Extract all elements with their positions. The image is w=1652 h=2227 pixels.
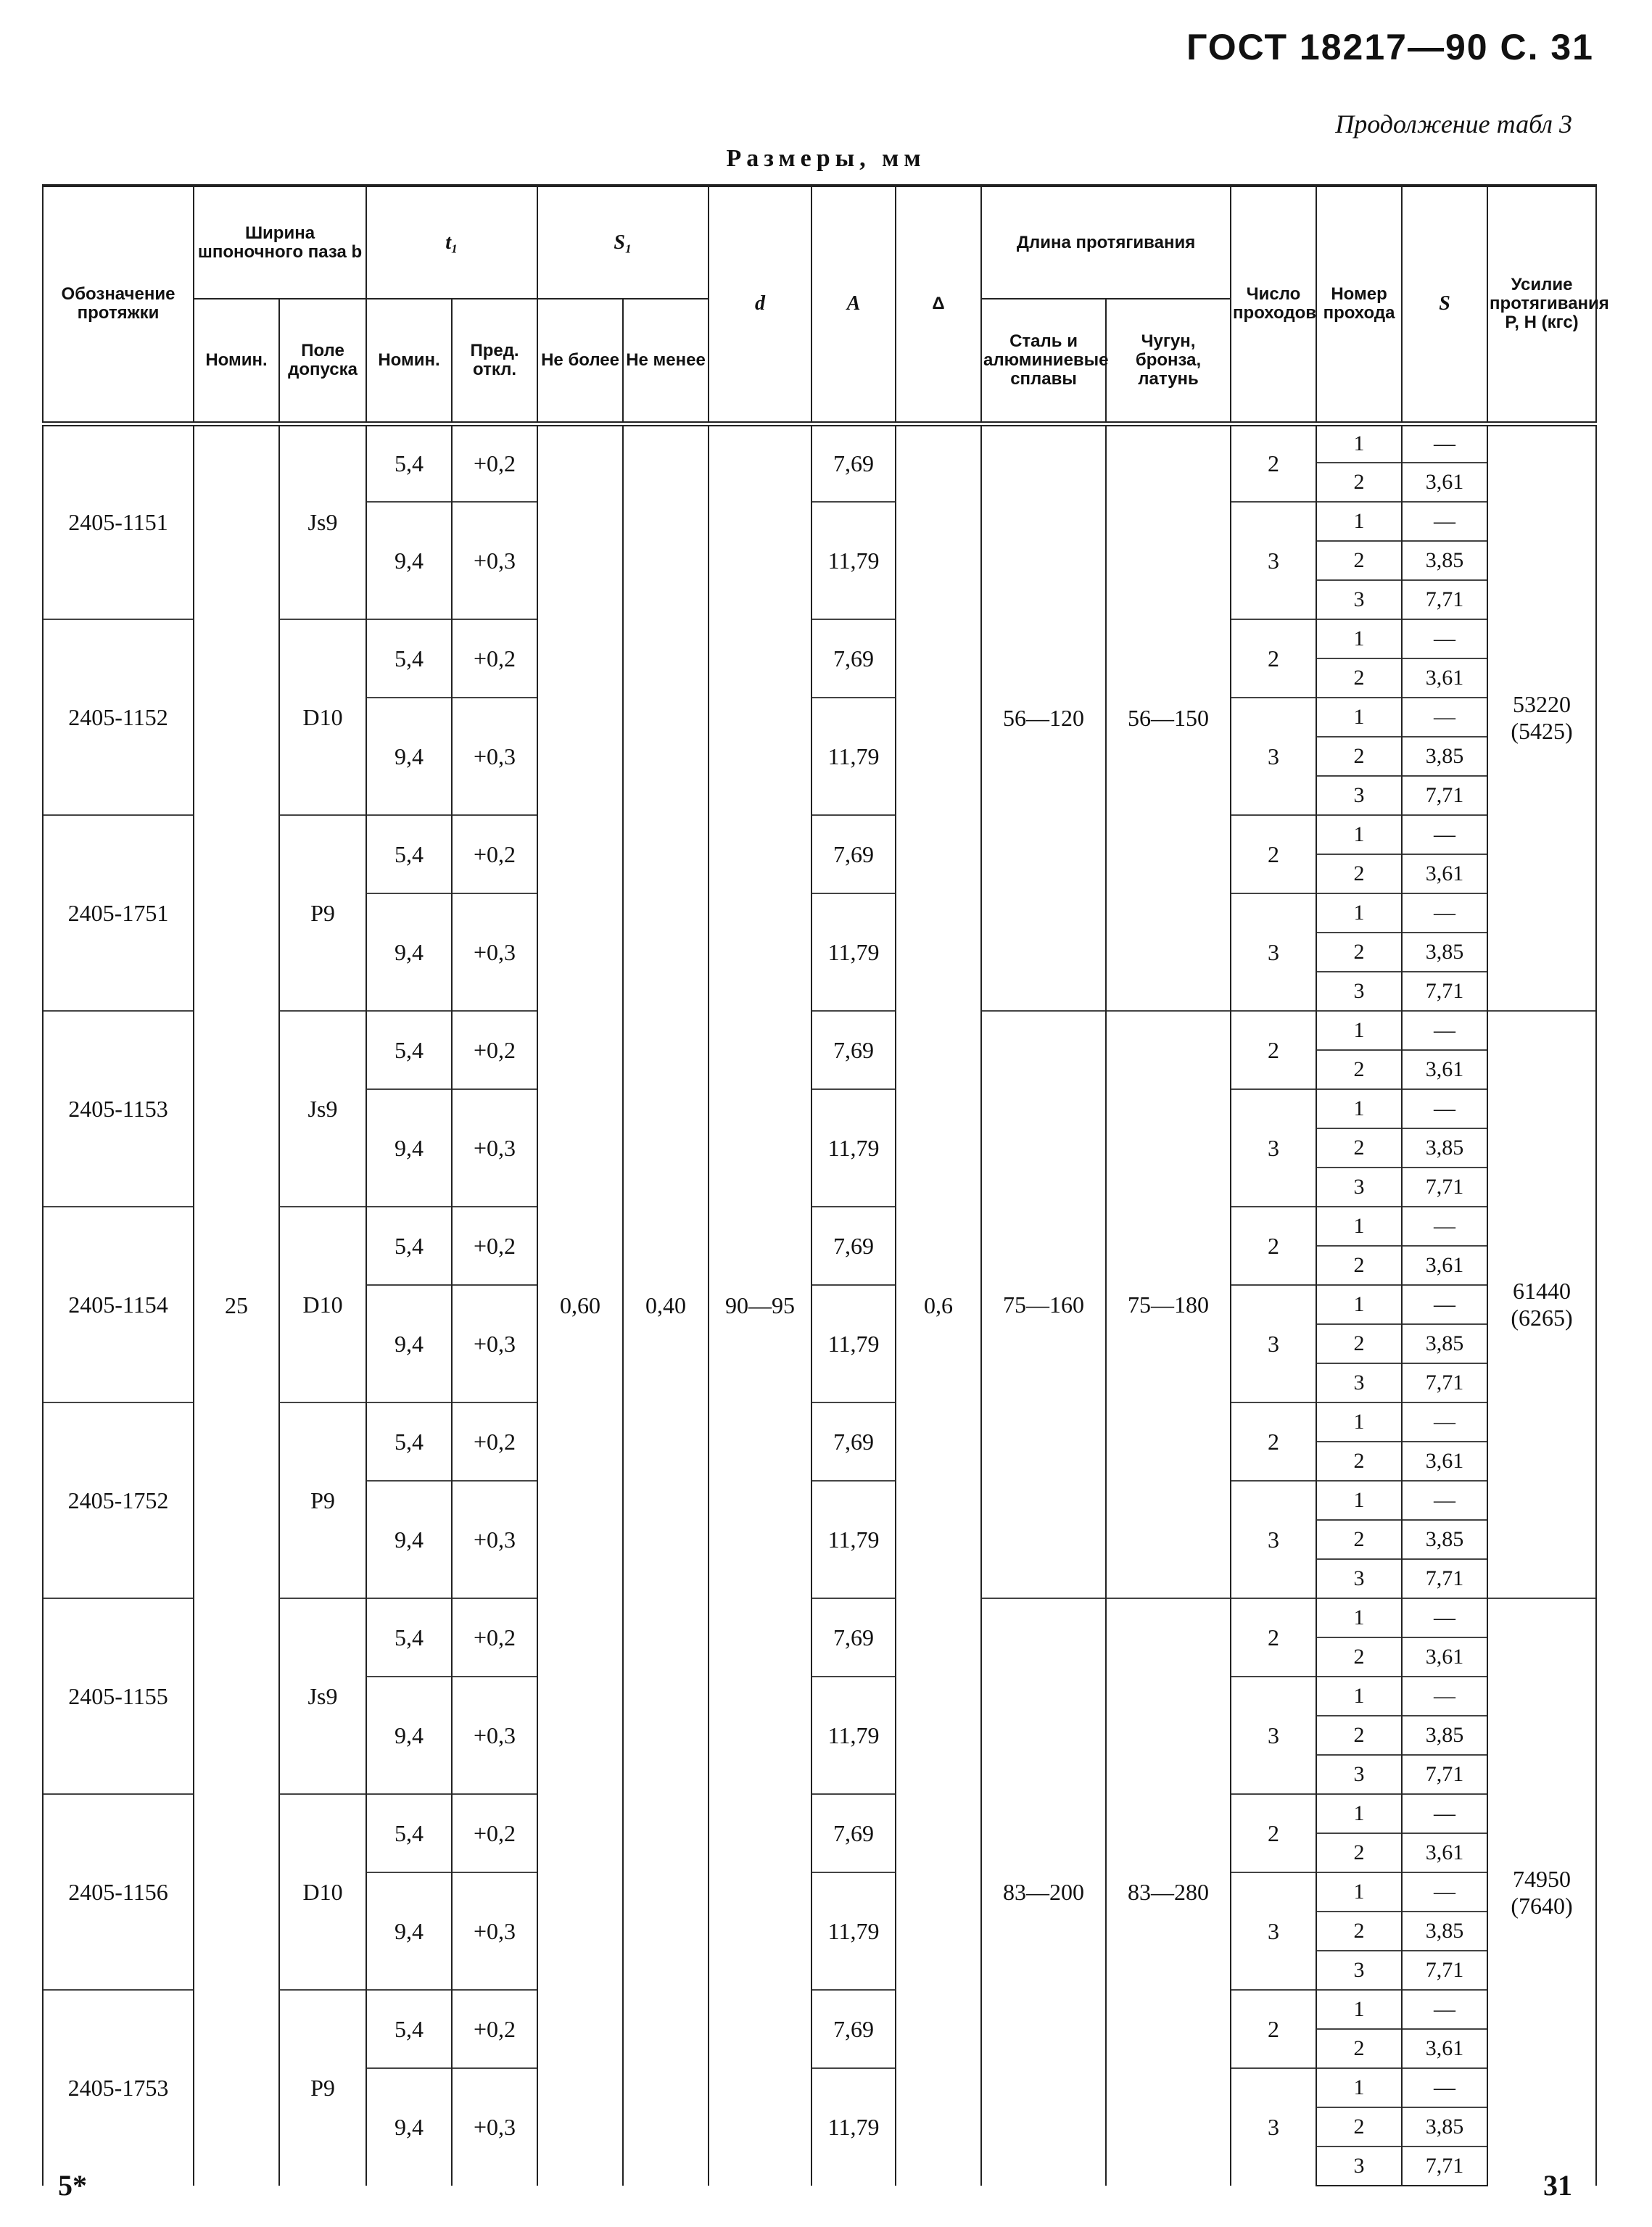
tolerance-field-header: Поле допуска [279,299,366,423]
iron-header: Чугун, бронза, латунь [1106,299,1231,423]
t1-nominal-cell: 9,4 [366,893,452,1011]
t1-nominal-cell: 5,4 [366,1990,452,2068]
s-header: S [1402,186,1487,423]
pass-number-cell: 3 [1316,1363,1402,1402]
s-value-cell: 3,85 [1402,1128,1487,1168]
broach-table [42,184,1609,2186]
t1-deviation-cell: +0,2 [452,423,537,502]
passes-header: Число проходов [1231,186,1316,423]
designation-header: Обозначение протяжки [43,186,194,423]
passes-cell: 2 [1231,1598,1316,1677]
s1-max-cell: 0,60 [537,423,623,2186]
table-row [43,423,1596,463]
s1-header: S₁ [537,186,709,299]
s-value-cell: — [1402,1794,1487,1833]
a-cell: 7,69 [811,1011,896,1089]
designation-cell: 2405-1152 [43,619,194,815]
s-value-cell: 3,85 [1402,933,1487,972]
s-value-cell: 7,71 [1402,1168,1487,1207]
s-value-cell: — [1402,1990,1487,2029]
t1-nominal-cell: 5,4 [366,1207,452,1285]
pass-number-cell: 1 [1316,893,1402,933]
designation-cell: 2405-1751 [43,815,194,1011]
tolerance-cell: Js9 [279,1598,366,1794]
pass-number-cell: 1 [1316,698,1402,737]
s-value-cell: — [1402,1598,1487,1637]
force-cell: 53220 (5425) [1487,423,1596,1011]
t1-nominal-cell: 9,4 [366,1872,452,1990]
s-value-cell: — [1402,619,1487,658]
pass-number-cell: 2 [1316,1128,1402,1168]
passes-cell: 2 [1231,1207,1316,1285]
a-cell: 7,69 [811,1402,896,1481]
pass-number-cell: 2 [1316,933,1402,972]
a-cell: 7,69 [811,619,896,698]
s-value-cell: 7,71 [1402,776,1487,815]
keyway-width-header: Ширина шпоночного паза b [194,186,366,299]
designation-cell: 2405-1153 [43,1011,194,1207]
s-value-cell: — [1402,1285,1487,1324]
designation-cell: 2405-1753 [43,1990,194,2186]
t1-deviation-cell: +0,2 [452,1990,537,2068]
s-value-cell: 3,85 [1402,1716,1487,1755]
t1-deviation-cell: +0,2 [452,1794,537,1872]
pass-number-cell: 2 [1316,1833,1402,1872]
passes-cell: 2 [1231,815,1316,893]
pass-number-cell: 3 [1316,1168,1402,1207]
t1-deviation-cell: +0,3 [452,1285,537,1402]
steel-length-cell: 83—200 [981,1598,1106,2186]
t1-deviation-cell: +0,3 [452,1872,537,1990]
force-cell: 74950 (7640) [1487,1598,1596,2186]
t1-nominal-cell: 5,4 [366,619,452,698]
pass-number-cell: 1 [1316,1089,1402,1128]
t1-deviation-cell: +0,3 [452,698,537,815]
t1-header: t₁ [366,186,537,299]
force-cell: 61440 (6265) [1487,1011,1596,1598]
a-cell: 11,79 [811,1481,896,1598]
s1-max-header: Не более [537,299,623,423]
s-value-cell: 3,85 [1402,1912,1487,1951]
s-value-cell: 3,61 [1402,1050,1487,1089]
t1-deviation-cell: +0,3 [452,893,537,1011]
pass-number-cell: 3 [1316,1559,1402,1598]
passes-cell: 2 [1231,1402,1316,1481]
s-value-cell: 3,85 [1402,2107,1487,2147]
pass-number-cell: 2 [1316,1050,1402,1089]
a-cell: 7,69 [811,423,896,502]
steel-header: Сталь и алюминиевые сплавы [981,299,1106,423]
a-cell: 11,79 [811,698,896,815]
pass-number-cell: 2 [1316,2029,1402,2068]
s1-min-cell: 0,40 [623,423,709,2186]
pass-number-cell: 1 [1316,619,1402,658]
b-nominal-cell: 25 [194,423,279,2186]
tolerance-cell: P9 [279,1402,366,1598]
passes-cell: 2 [1231,1990,1316,2068]
s-value-cell: — [1402,698,1487,737]
s-value-cell: 3,61 [1402,1637,1487,1677]
t1-deviation-cell: +0,2 [452,1011,537,1089]
s-value-cell: 3,61 [1402,1833,1487,1872]
pass-number-cell: 3 [1316,580,1402,619]
pass-number-cell: 1 [1316,1598,1402,1637]
a-cell: 11,79 [811,502,896,619]
passes-cell: 2 [1231,1794,1316,1872]
pass-number-cell: 1 [1316,1794,1402,1833]
pass-number-cell: 2 [1316,737,1402,776]
t1-deviation-cell: +0,3 [452,1481,537,1598]
pass-number-cell: 1 [1316,1481,1402,1520]
t1-deviation-cell: +0,2 [452,1598,537,1677]
pass-number-cell: 2 [1316,854,1402,893]
s-value-cell: 7,71 [1402,2147,1487,2186]
t1-nominal-cell: 5,4 [366,1011,452,1089]
a-cell: 7,69 [811,1990,896,2068]
s-value-cell: 7,71 [1402,1755,1487,1794]
a-cell: 7,69 [811,815,896,893]
passes-cell: 3 [1231,1089,1316,1207]
a-header: A [811,186,896,423]
s-value-cell: 3,61 [1402,463,1487,502]
iron-length-cell: 56—150 [1106,423,1231,1011]
s-value-cell: 7,71 [1402,1559,1487,1598]
s-value-cell: — [1402,815,1487,854]
a-cell: 11,79 [811,1285,896,1402]
t1-nominal-cell: 9,4 [366,1089,452,1207]
s-value-cell: 3,85 [1402,1324,1487,1363]
s-value-cell: 7,71 [1402,580,1487,619]
tolerance-cell: D10 [279,619,366,815]
t1-nominal-cell: 9,4 [366,1677,452,1794]
force-header: Усилие протягивания P, Н (кгс) [1487,186,1596,423]
designation-cell: 2405-1155 [43,1598,194,1794]
designation-cell: 2405-1156 [43,1794,194,1990]
pass-number-cell: 3 [1316,776,1402,815]
a-cell: 11,79 [811,1089,896,1207]
s-value-cell: 7,71 [1402,1363,1487,1402]
s-value-cell: — [1402,423,1487,463]
pass-number-cell: 2 [1316,1324,1402,1363]
t1-deviation-cell: +0,2 [452,815,537,893]
t1-nominal-cell: 9,4 [366,698,452,815]
pass-number-cell: 3 [1316,2147,1402,2186]
steel-length-cell: 75—160 [981,1011,1106,1598]
t1-nominal-cell: 5,4 [366,1402,452,1481]
t1-nominal-cell: 5,4 [366,1794,452,1872]
passes-cell: 3 [1231,2068,1316,2186]
broach-length-header: Длина протягивания [981,186,1231,299]
pass-number-cell: 2 [1316,1442,1402,1481]
a-cell: 7,69 [811,1794,896,1872]
a-cell: 11,79 [811,2068,896,2186]
t1-nominal-header: Номин. [366,299,452,423]
pass-number-cell: 2 [1316,541,1402,580]
d-cell: 90—95 [709,423,811,2186]
tolerance-cell: D10 [279,1794,366,1990]
pass-number-cell: 1 [1316,1011,1402,1050]
t1-deviation-cell: +0,3 [452,1677,537,1794]
s-value-cell: — [1402,1207,1487,1246]
pass-number-cell: 1 [1316,502,1402,541]
designation-cell: 2405-1154 [43,1207,194,1402]
s-value-cell: 3,61 [1402,658,1487,698]
b-nominal-header: Номин. [194,299,279,423]
passes-cell: 2 [1231,423,1316,502]
t1-deviation-cell: +0,3 [452,502,537,619]
s-value-cell: — [1402,502,1487,541]
s-value-cell: 3,85 [1402,1520,1487,1559]
a-cell: 11,79 [811,1872,896,1990]
a-cell: 7,69 [811,1598,896,1677]
t1-nominal-cell: 5,4 [366,1598,452,1677]
t1-deviation-cell: +0,2 [452,1402,537,1481]
passes-cell: 3 [1231,1872,1316,1990]
passes-cell: 2 [1231,1011,1316,1089]
pass-number-cell: 1 [1316,815,1402,854]
t1-nominal-cell: 9,4 [366,1481,452,1598]
s1-min-header: Не менее [623,299,709,423]
pass-number-cell: 1 [1316,1990,1402,2029]
passes-cell: 3 [1231,1677,1316,1794]
pass-number-cell: 2 [1316,1637,1402,1677]
pass-number-cell: 2 [1316,1716,1402,1755]
pass-number-cell: 2 [1316,2107,1402,2147]
passes-cell: 3 [1231,1285,1316,1402]
pass-number-cell: 2 [1316,1912,1402,1951]
pass-number-cell: 3 [1316,1755,1402,1794]
s-value-cell: 7,71 [1402,1951,1487,1990]
pass-number-cell: 2 [1316,1246,1402,1285]
tolerance-cell: D10 [279,1207,366,1402]
a-cell: 7,69 [811,1207,896,1285]
t1-nominal-cell: 9,4 [366,1285,452,1402]
t1-nominal-cell: 9,4 [366,2068,452,2186]
pass-number-cell: 1 [1316,1677,1402,1716]
t1-deviation-header: Пред. откл. [452,299,537,423]
passes-cell: 3 [1231,502,1316,619]
t1-deviation-cell: +0,3 [452,1089,537,1207]
t1-deviation-cell: +0,3 [452,2068,537,2186]
continuation-note: Продолжение табл 3 [1335,110,1572,139]
s-value-cell: — [1402,1481,1487,1520]
passes-cell: 3 [1231,893,1316,1011]
pass-number-cell: 1 [1316,2068,1402,2107]
t1-nominal-cell: 9,4 [366,502,452,619]
pass-number-cell: 2 [1316,658,1402,698]
page-number: 31 [1543,2169,1572,2202]
t1-nominal-cell: 5,4 [366,815,452,893]
s-value-cell: 3,61 [1402,854,1487,893]
s-value-cell: 7,71 [1402,972,1487,1011]
delta-header: Δ [896,186,981,423]
passes-cell: 3 [1231,1481,1316,1598]
s-value-cell: — [1402,1089,1487,1128]
s-value-cell: 3,61 [1402,1442,1487,1481]
s-value-cell: 3,85 [1402,541,1487,580]
s-value-cell: — [1402,893,1487,933]
steel-length-cell: 56—120 [981,423,1106,1011]
s-value-cell: — [1402,2068,1487,2107]
units-caption: Размеры, мм [726,145,926,172]
pass-number-cell: 1 [1316,423,1402,463]
tolerance-cell: Js9 [279,423,366,619]
s-value-cell: — [1402,1677,1487,1716]
passes-cell: 3 [1231,698,1316,815]
s-value-cell: 3,61 [1402,1246,1487,1285]
s-value-cell: 3,61 [1402,2029,1487,2068]
pass-number-cell: 2 [1316,463,1402,502]
pass-number-cell: 1 [1316,1402,1402,1442]
iron-length-cell: 83—280 [1106,1598,1231,2186]
pass-number-cell: 1 [1316,1207,1402,1246]
passes-cell: 2 [1231,619,1316,698]
pass-number-cell: 3 [1316,1951,1402,1990]
sheet-mark: 5* [58,2169,87,2202]
pass-number-cell: 3 [1316,972,1402,1011]
d-header: d [709,186,811,423]
s-value-cell: — [1402,1872,1487,1912]
tolerance-cell: Js9 [279,1011,366,1207]
delta-cell: 0,6 [896,423,981,2186]
s-value-cell: — [1402,1011,1487,1050]
t1-nominal-cell: 5,4 [366,423,452,502]
standard-designation: ГОСТ 18217—90 С. 31 [1186,27,1594,67]
designation-cell: 2405-1151 [43,423,194,619]
t1-deviation-cell: +0,2 [452,619,537,698]
tolerance-cell: P9 [279,1990,366,2186]
designation-cell: 2405-1752 [43,1402,194,1598]
s-value-cell: 3,85 [1402,737,1487,776]
pass-number-cell: 1 [1316,1285,1402,1324]
t1-deviation-cell: +0,2 [452,1207,537,1285]
tolerance-cell: P9 [279,815,366,1011]
a-cell: 11,79 [811,893,896,1011]
iron-length-cell: 75—180 [1106,1011,1231,1598]
a-cell: 11,79 [811,1677,896,1794]
pass-number-cell: 1 [1316,1872,1402,1912]
s-value-cell: — [1402,1402,1487,1442]
pass-number-cell: 2 [1316,1520,1402,1559]
pass-no-header: Номер прохода [1316,186,1402,423]
